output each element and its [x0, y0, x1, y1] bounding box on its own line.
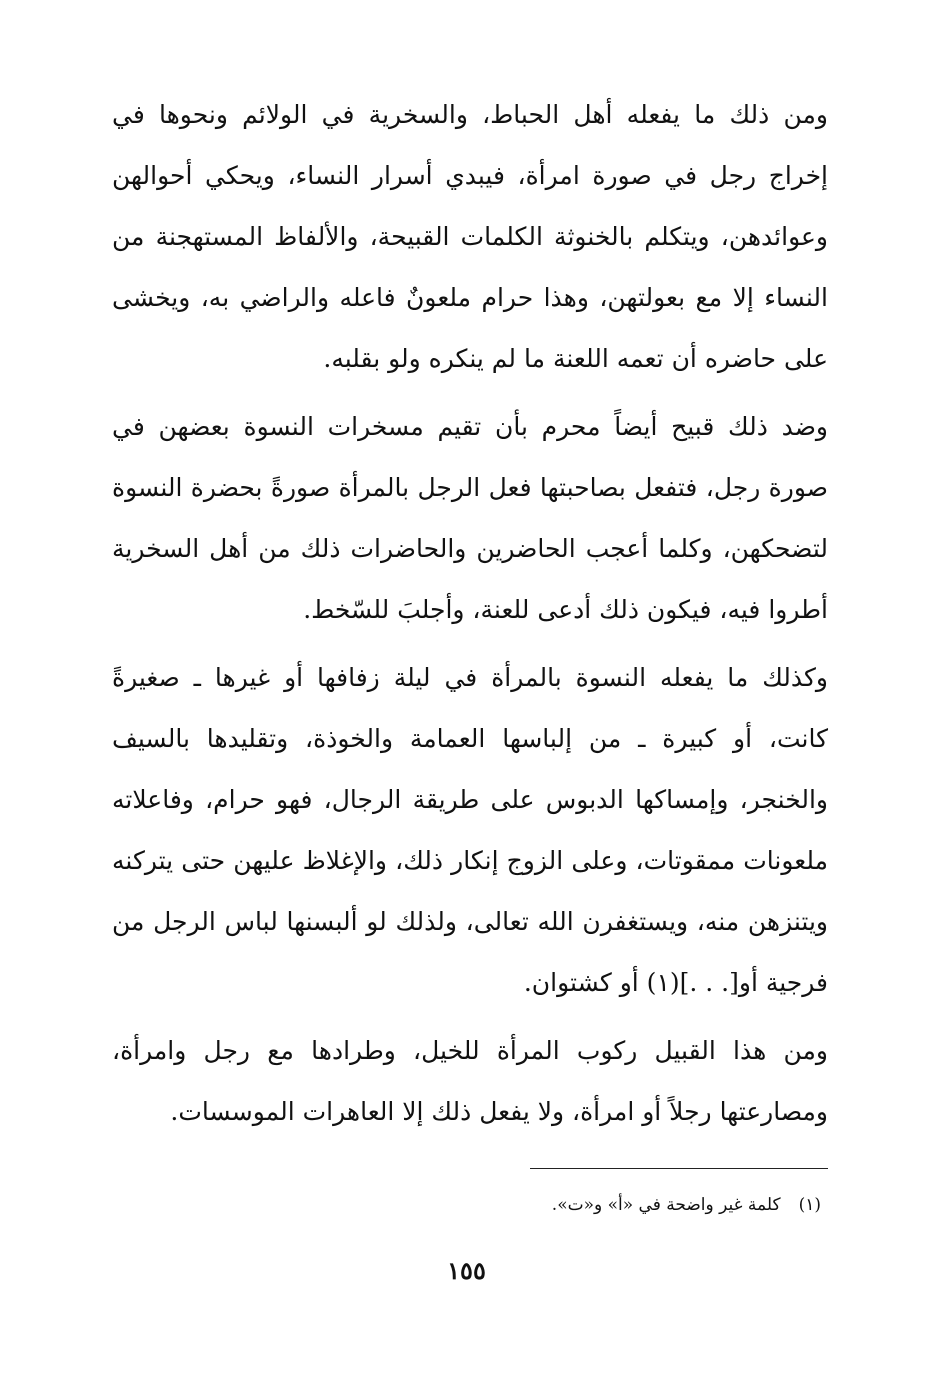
footnote-number: (١)	[798, 1195, 821, 1215]
paragraph-1: ومن ذلك ما يفعله أهل الحباط، والسخرية في الولائم ونحوها في إخراج رجل في صورة امرأة، فيبدي أسرار النساء، ويحكي أحوالهن وعوائدهن، ويتكلم بالخنوثة الكلمات القبيحة، والألفاظ المستهجنة من النساء إلا مع بعولتهن، وهذا حرام ملعونٌ فاعله والراضي به، ويخشى على حاضره أن تعمه اللعنة ما لم ينكره ولو بقلبه.	[112, 100, 828, 373]
footnote	[401, 1190, 821, 1220]
paragraph-2: وضد ذلك قبيح أيضاً محرم بأن تقيم مسخرات النسوة بعضهن في صورة رجل، فتفعل بصاحبتها فعل الرجل بالمرأة صورةً بحضرة النسوة لتضحكهن، وكلما أعجب الحاضرين والحاضرات ذلك من أهل السخرية أطروا فيه، فيكون ذلك أدعى للعنة، وأجلبَ للسّخط.	[112, 412, 828, 624]
paragraph-4: ومن هذا القبيل ركوب المرأة للخيل، وطرادها مع رجل وامرأة، ومصارعتها رجلاً أو امرأة، ولا يفعل ذلك إلا العاهرات الموسسات.	[112, 1036, 828, 1126]
footnote-text: كلمة غير واضحة في «أ» و«ت».	[551, 1195, 781, 1215]
page-body	[112, 84, 828, 1142]
page-number: ١٥٥	[447, 1256, 486, 1285]
paragraph-3: وكذلك ما يفعله النسوة بالمرأة في ليلة زفافها أو غيرها ـ صغيرةً كانت، أو كبيرة ـ من إلباسها العمامة والخوذة، وتقليدها بالسيف والخنجر، وإمساكها الدبوس على طريقة الرجال، فهو حرام، وفاعلاته ملعونات ممقوتات، وعلى الزوج إنكار ذلك، والإغلاظ عليهن حتى يتركنه ويتنزهن منه، ويستغفرن الله تعالى، ولذلك لو ألبسنها لباس الرجل من فرجية أو[. . .](١) أو كشتوان.	[112, 663, 828, 997]
footnote-separator	[530, 1168, 828, 1169]
